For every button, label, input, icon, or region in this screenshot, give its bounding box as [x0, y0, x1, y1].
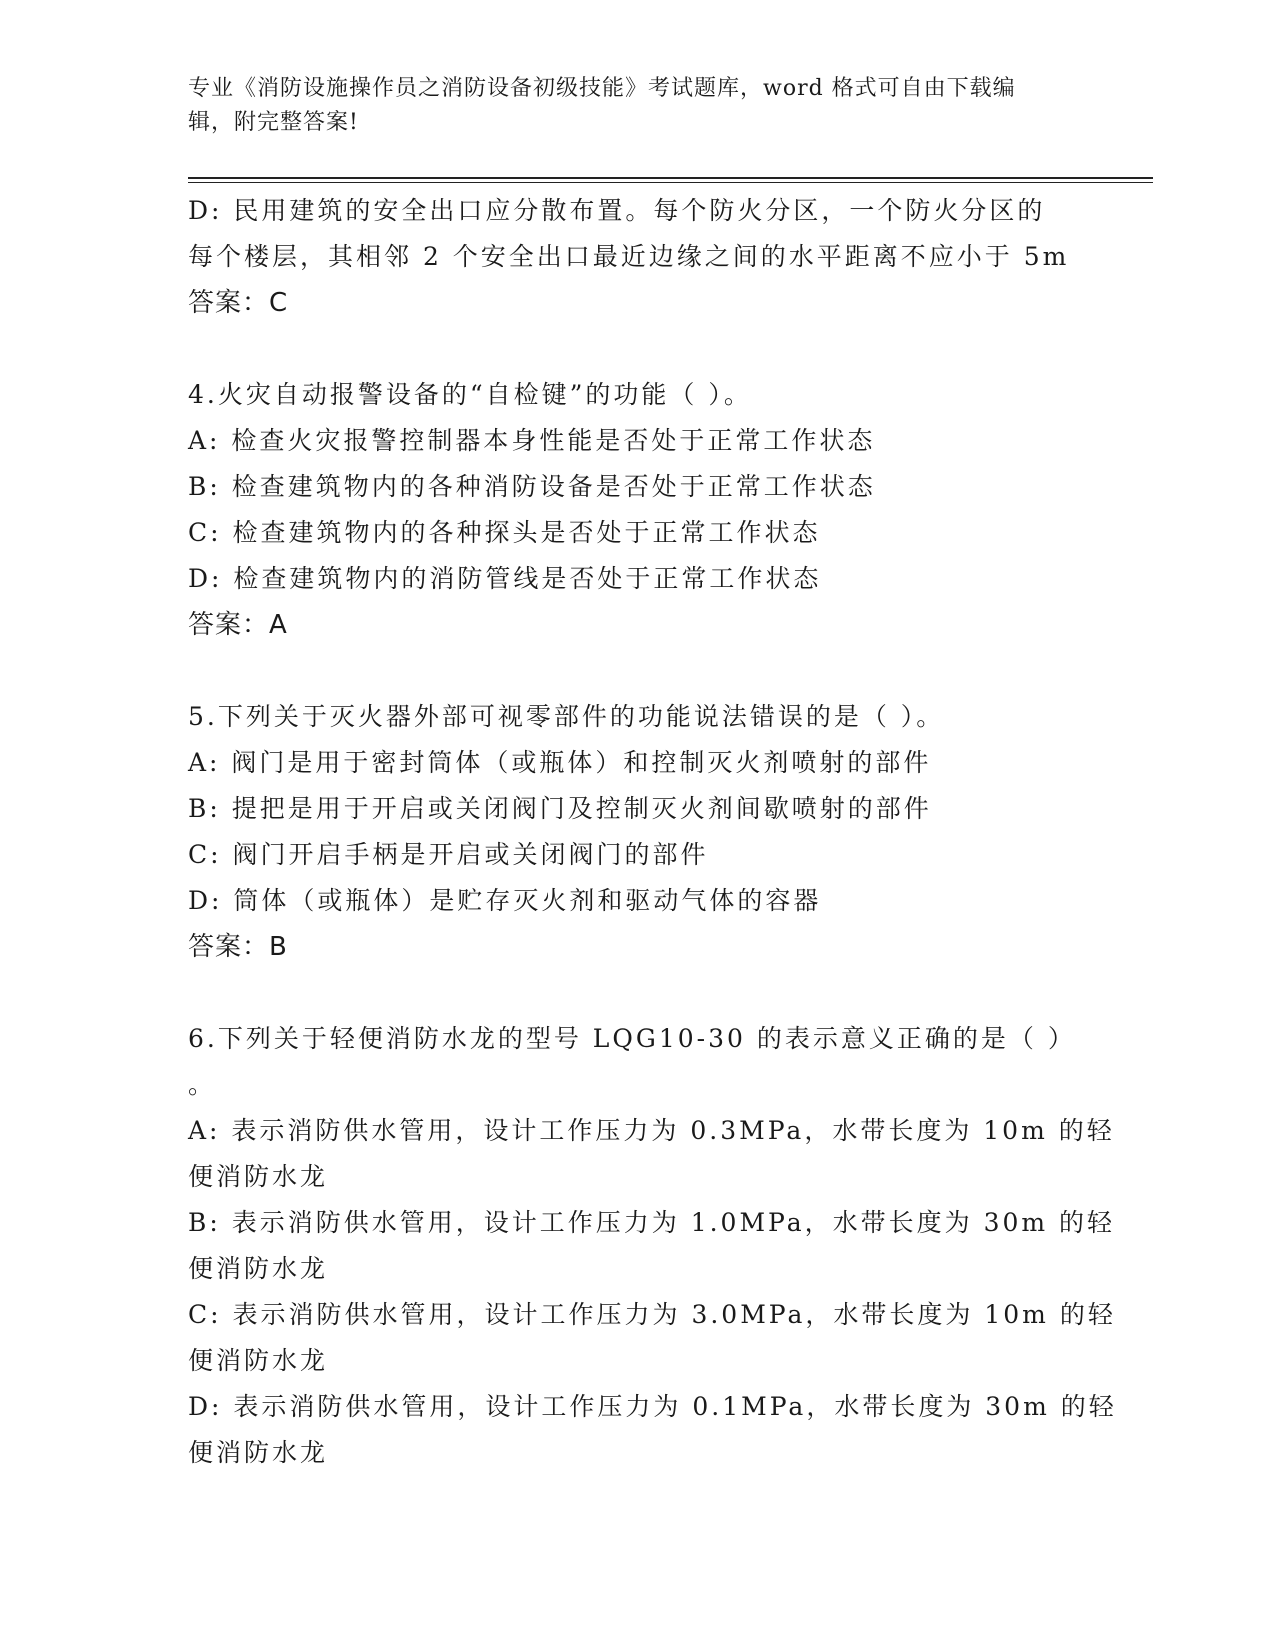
option-d: D: 检查建筑物内的消防管线是否处于正常工作状态	[188, 564, 822, 593]
answer-label: 答案：B	[188, 932, 288, 962]
option-d: D: 表示消防供水管用，设计工作压力为 0.1MPa，水带长度为 30m 的轻	[188, 1392, 1117, 1421]
option-c: C: 阀门开启手柄是开启或关闭阀门的部件	[188, 840, 709, 869]
question-block-continued	[188, 188, 1088, 326]
option-b: B: 提把是用于开启或关闭阀门及控制灭火剂间歇喷射的部件	[188, 794, 932, 823]
document-body	[188, 188, 1117, 1476]
question-block-5	[188, 694, 1088, 970]
question-title: 4.火灾自动报警设备的“自检键”的功能（ ）。	[188, 380, 752, 409]
header-divider-thick	[188, 177, 1153, 179]
option-c: C: 表示消防供水管用，设计工作压力为 3.0MPa，水带长度为 10m 的轻	[188, 1300, 1116, 1329]
option-d-continued: 便消防水龙	[188, 1438, 329, 1467]
option-d: D: 筒体（或瓶体）是贮存灭火剂和驱动气体的容器	[188, 886, 822, 915]
question-block-4	[188, 372, 1088, 648]
option-a: A: 表示消防供水管用，设计工作压力为 0.3MPa，水带长度为 10m 的轻	[188, 1116, 1115, 1145]
answer-label: 答案：C	[188, 288, 289, 318]
option-b: B: 检查建筑物内的各种消防设备是否处于正常工作状态	[188, 472, 876, 501]
option-c: C: 检查建筑物内的各种探头是否处于正常工作状态	[188, 518, 821, 547]
question-title: 5.下列关于灭火器外部可视零部件的功能说法错误的是（ ）。	[188, 702, 945, 731]
answer-label: 答案：A	[188, 610, 288, 640]
option-a: A: 检查火灾报警控制器本身性能是否处于正常工作状态	[188, 426, 876, 455]
header-line-1: 专业《消防设施操作员之消防设备初级技能》考试题库，word 格式可自由下载编	[188, 76, 1016, 101]
header-line-2: 辑，附完整答案!	[188, 110, 359, 135]
question-block-6	[188, 1016, 1117, 1476]
option-a-continued: 便消防水龙	[188, 1162, 329, 1191]
option-c-continued: 便消防水龙	[188, 1346, 329, 1375]
document-header	[188, 72, 1088, 140]
option-b-continued: 便消防水龙	[188, 1254, 329, 1283]
question-title: 6.下列关于轻便消防水龙的型号 LQG10-30 的表示意义正确的是（ ）	[188, 1024, 1076, 1053]
option-a: A: 阀门是用于密封筒体（或瓶体）和控制灭火剂喷射的部件	[188, 748, 932, 777]
option-d-line-1: D: 民用建筑的安全出口应分散布置。每个防火分区，一个防火分区的	[188, 196, 1046, 225]
option-d-line-2: 每个楼层，其相邻 2 个安全出口最近边缘之间的水平距离不应小于 5m	[188, 242, 1070, 271]
option-b: B: 表示消防供水管用，设计工作压力为 1.0MPa，水带长度为 30m 的轻	[188, 1208, 1116, 1237]
question-title-continued: 。	[188, 1070, 217, 1099]
header-divider-thin	[188, 182, 1153, 183]
